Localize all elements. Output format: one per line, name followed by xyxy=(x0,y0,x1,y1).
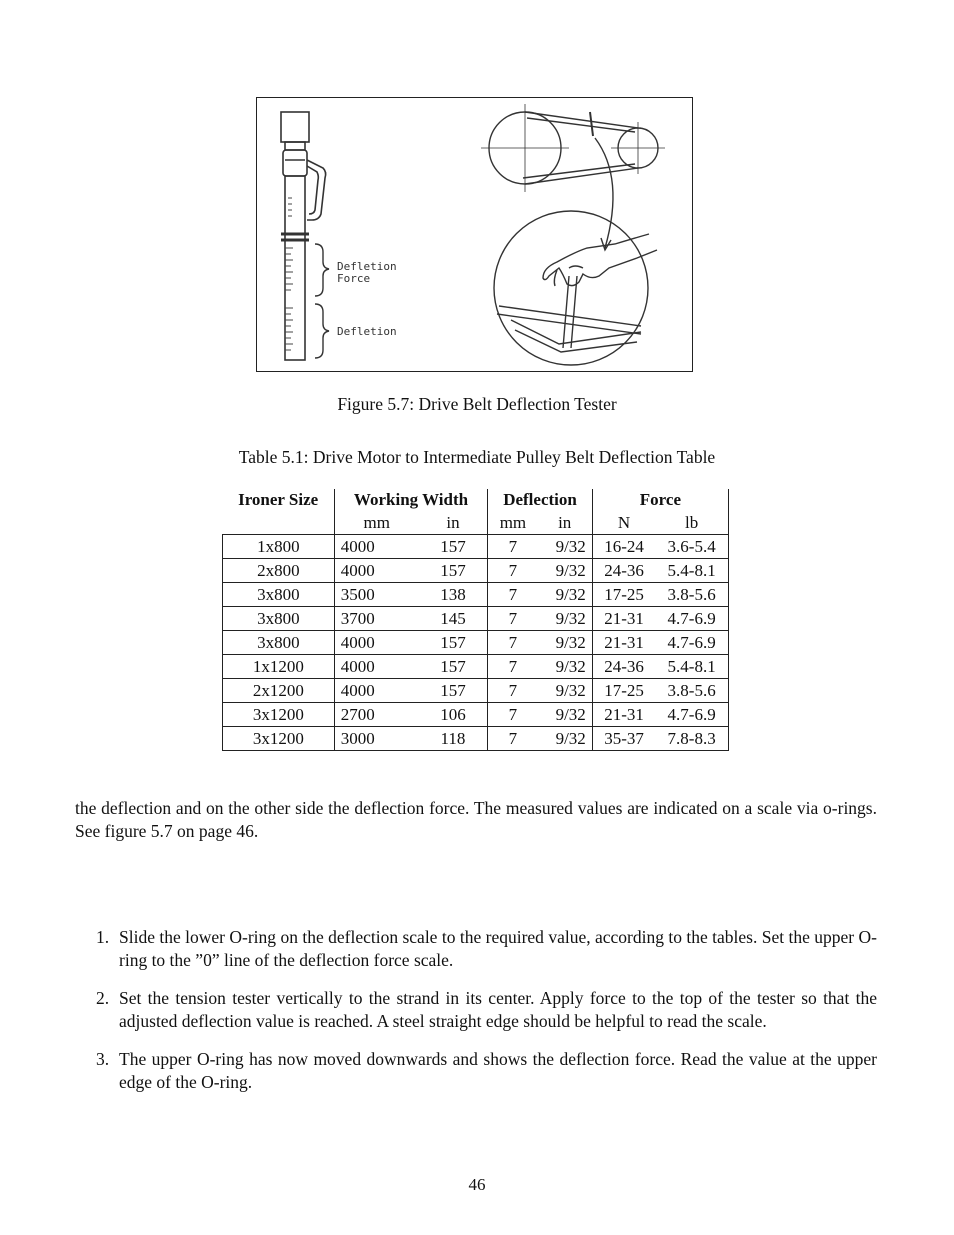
table-subheader-row xyxy=(223,511,729,535)
cell-force-lb: 3.8-5.6 xyxy=(655,583,728,607)
table-row xyxy=(223,583,729,607)
instruction-list xyxy=(75,926,877,1109)
cell-force-lb: 5.4-8.1 xyxy=(655,655,728,679)
step-text: Slide the lower O-ring on the deflection scale to the required value, according to the tables. Set the upper O-ring to the ”0” line of the deflection force scale. xyxy=(119,927,877,970)
subheader-empty xyxy=(223,511,335,535)
cell-force-lb: 4.7-6.9 xyxy=(655,607,728,631)
table-caption: Table 5.1: Drive Motor to Intermediate Pulley Belt Deflection Table xyxy=(238,447,716,467)
cell-deflection-in: 9/32 xyxy=(538,703,593,727)
cell-ironer-size: 3x800 xyxy=(223,631,335,655)
cell-deflection-mm: 7 xyxy=(488,535,538,559)
table-row xyxy=(223,655,729,679)
cell-force-n: 24-36 xyxy=(592,655,655,679)
table-row xyxy=(223,679,729,703)
cell-ironer-size: 3x800 xyxy=(223,607,335,631)
deflection-table xyxy=(222,489,729,751)
header-deflection: Deflection xyxy=(488,489,593,511)
cell-deflection-mm: 7 xyxy=(488,727,538,751)
cell-width-in: 145 xyxy=(419,607,488,631)
cell-deflection-in: 9/32 xyxy=(538,607,593,631)
cell-ironer-size: 1x800 xyxy=(223,535,335,559)
cell-deflection-mm: 7 xyxy=(488,559,538,583)
step-text: Set the tension tester vertically to the strand in its center. Apply force to the top of the tester so that the adjusted deflection value is reached. A steel straight edge should be helpful to read the scale. xyxy=(119,988,877,1031)
cell-force-lb: 3.8-5.6 xyxy=(655,679,728,703)
cell-force-n: 35-37 xyxy=(592,727,655,751)
header-ironer-size: Ironer Size xyxy=(223,489,335,511)
cell-ironer-size: 3x1200 xyxy=(223,727,335,751)
subheader-deflection-mm: mm xyxy=(499,513,527,532)
cell-deflection-mm: 7 xyxy=(488,703,538,727)
cell-width-mm: 3000 xyxy=(334,727,418,751)
cell-ironer-size: 2x800 xyxy=(223,559,335,583)
cell-force-lb: 3.6-5.4 xyxy=(655,535,728,559)
cell-force-lb: 7.8-8.3 xyxy=(655,727,728,751)
cell-force-n: 16-24 xyxy=(592,535,655,559)
table-row xyxy=(223,703,729,727)
cell-width-mm: 4000 xyxy=(334,535,418,559)
cell-deflection-in: 9/32 xyxy=(538,583,593,607)
cell-width-mm: 3700 xyxy=(334,607,418,631)
figure-caption: Figure 5.7: Drive Belt Deflection Tester xyxy=(337,394,617,414)
cell-deflection-mm: 7 xyxy=(488,631,538,655)
table-row xyxy=(223,559,729,583)
body-paragraph: the deflection and on the other side the deflection force. The measured values are indicated on a scale via o-rings. See figure 5.7 on page 46. xyxy=(75,798,877,841)
instruction-step xyxy=(75,926,877,972)
cell-deflection-mm: 7 xyxy=(488,583,538,607)
cell-deflection-in: 9/32 xyxy=(538,727,593,751)
figure-drive-belt-tester xyxy=(256,97,693,372)
cell-width-in: 157 xyxy=(419,535,488,559)
cell-width-in: 157 xyxy=(419,559,488,583)
cell-deflection-in: 9/32 xyxy=(538,631,593,655)
header-working-width: Working Width xyxy=(334,489,487,511)
instruction-step xyxy=(75,1048,877,1094)
cell-force-n: 24-36 xyxy=(592,559,655,583)
cell-ironer-size: 2x1200 xyxy=(223,679,335,703)
label-deflection-force-1: Defletion xyxy=(337,260,397,273)
cell-force-lb: 4.7-6.9 xyxy=(655,703,728,727)
cell-force-n: 21-31 xyxy=(592,607,655,631)
cell-deflection-in: 9/32 xyxy=(538,679,593,703)
cell-width-in: 157 xyxy=(419,655,488,679)
cell-width-mm: 4000 xyxy=(334,559,418,583)
cell-force-n: 21-31 xyxy=(592,703,655,727)
cell-force-lb: 4.7-6.9 xyxy=(655,631,728,655)
cell-width-in: 138 xyxy=(419,583,488,607)
subheader-force-lb: lb xyxy=(655,511,728,535)
table-row xyxy=(223,535,729,559)
subheader-deflection-in: in xyxy=(538,511,593,535)
cell-width-in: 118 xyxy=(419,727,488,751)
subheader-width-in: in xyxy=(419,511,488,535)
step-text: The upper O-ring has now moved downwards and shows the deflection force. Read the value at the upper edge of the O-ring. xyxy=(119,1049,877,1092)
cell-ironer-size: 3x1200 xyxy=(223,703,335,727)
cell-deflection-in: 9/32 xyxy=(538,535,593,559)
cell-width-mm: 2700 xyxy=(334,703,418,727)
subheader-force-n: N xyxy=(617,513,631,532)
step-number: 2. xyxy=(96,988,110,1008)
cell-ironer-size: 3x800 xyxy=(223,583,335,607)
cell-width-mm: 3500 xyxy=(334,583,418,607)
cell-force-n: 17-25 xyxy=(592,583,655,607)
label-deflection: Defletion xyxy=(337,325,397,338)
cell-deflection-mm: 7 xyxy=(488,607,538,631)
table-row xyxy=(223,607,729,631)
cell-force-lb: 5.4-8.1 xyxy=(655,559,728,583)
subheader-width-mm: mm xyxy=(363,513,390,532)
step-number: 1. xyxy=(96,927,110,947)
cell-width-mm: 4000 xyxy=(334,655,418,679)
instruction-step xyxy=(75,987,877,1033)
cell-width-mm: 4000 xyxy=(334,631,418,655)
page-number: 46 xyxy=(468,1175,486,1194)
cell-width-in: 157 xyxy=(419,631,488,655)
cell-force-n: 21-31 xyxy=(592,631,655,655)
cell-ironer-size: 1x1200 xyxy=(223,655,335,679)
label-deflection-force-2: Force xyxy=(337,272,371,285)
cell-deflection-mm: 7 xyxy=(488,655,538,679)
table-row xyxy=(223,631,729,655)
cell-deflection-in: 9/32 xyxy=(538,655,593,679)
table-row xyxy=(223,727,729,751)
cell-force-n: 17-25 xyxy=(592,679,655,703)
cell-width-mm: 4000 xyxy=(334,679,418,703)
cell-width-in: 106 xyxy=(419,703,488,727)
step-number: 3. xyxy=(96,1049,110,1069)
cell-deflection-mm: 7 xyxy=(488,679,538,703)
header-force: Force xyxy=(592,489,728,511)
belt-tension-tester-illustration xyxy=(257,98,694,373)
cell-deflection-in: 9/32 xyxy=(538,559,593,583)
table-header-row xyxy=(223,489,729,511)
cell-width-in: 157 xyxy=(419,679,488,703)
